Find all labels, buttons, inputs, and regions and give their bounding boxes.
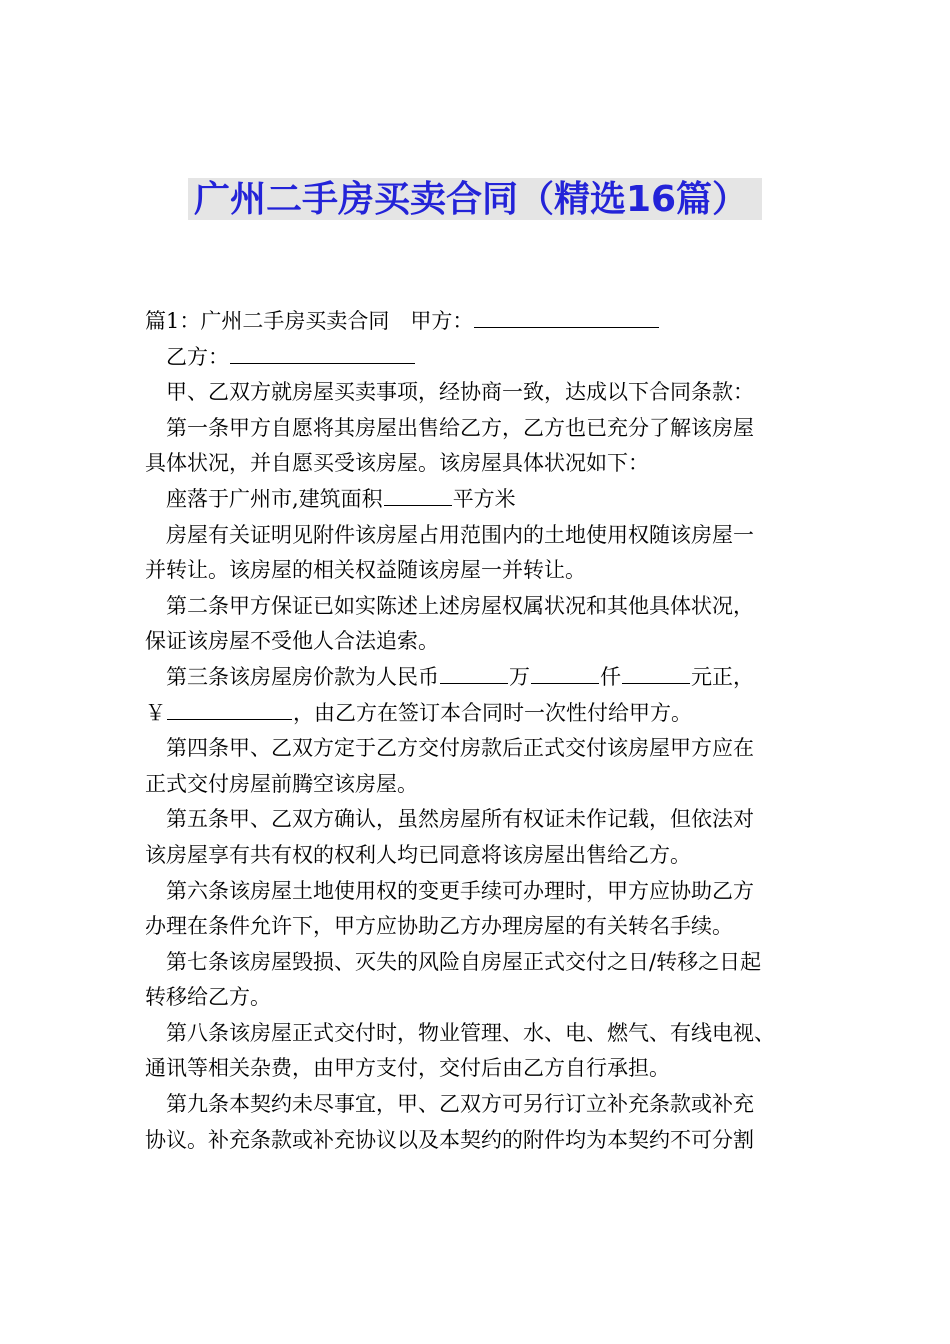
paragraph-line: 办理在条件允许下，甲方应协助乙方办理房屋的有关转名手续。	[145, 914, 733, 939]
paragraph-line: 转移给乙方。	[145, 985, 271, 1010]
price-yuan-unit: 元正，	[691, 664, 754, 689]
paragraph-line: 第五条甲、乙双方确认，虽然房屋所有权证未作记载，但依法对	[166, 807, 754, 832]
party-b-label: 乙方：	[166, 344, 229, 369]
party-b-blank	[230, 341, 415, 364]
area-label: 座落于广州市,建筑面积	[166, 486, 383, 511]
paragraph-line: 该房屋享有共有权的权利人均已同意将该房屋出售给乙方。	[145, 842, 691, 867]
price-qian-blank	[531, 661, 599, 684]
yen-text: ，由乙方在签订本合同时一次性付给甲方。	[293, 700, 692, 725]
title-container	[0, 178, 950, 220]
paragraph-line: 正式交付房屋前腾空该房屋。	[145, 771, 418, 796]
chapter-heading: 篇1：广州二手房买卖合同 甲方：	[145, 309, 474, 333]
paragraph-line: 第八条该房屋正式交付时，物业管理、水、电、燃气、有线电视、	[166, 1020, 775, 1045]
yen-blank	[167, 697, 292, 720]
price-yuan-blank	[622, 661, 690, 684]
contract-body	[145, 304, 835, 1158]
paragraph-line: 并转让。该房屋的相关权益随该房屋一并转让。	[145, 558, 586, 583]
price-line	[145, 660, 835, 696]
paragraph-line: 第九条本契约未尽事宜，甲、乙双方可另行订立补充条款或补充	[166, 1092, 754, 1117]
paragraph-line: 第四条甲、乙双方定于乙方交付房款后正式交付该房屋甲方应在	[166, 736, 754, 761]
party-a-blank	[474, 305, 659, 328]
paragraph-line: 第六条该房屋土地使用权的变更手续可办理时，甲方应协助乙方	[166, 878, 754, 903]
chapter-heading-line	[145, 304, 835, 340]
price-label: 第三条该房屋房价款为人民币	[166, 664, 439, 689]
yen-symbol: ￥	[145, 700, 166, 725]
paragraph-line: 第二条甲方保证已如实陈述上述房屋权属状况和其他具体状况，	[166, 593, 754, 618]
price-wan-unit: 万	[509, 664, 530, 689]
paragraph-line: 第七条该房屋毁损、灭失的风险自房屋正式交付之日/转移之日起	[166, 949, 762, 974]
paragraph-line: 甲、乙双方就房屋买卖事项，经协商一致，达成以下合同条款：	[166, 380, 754, 405]
yen-line	[145, 696, 835, 732]
paragraph-line: 保证该房屋不受他人合法追索。	[145, 629, 439, 654]
price-wan-blank	[440, 661, 508, 684]
paragraph-line: 具体状况，并自愿买受该房屋。该房屋具体状况如下：	[145, 451, 649, 476]
area-unit: 平方米	[452, 486, 516, 511]
party-b-line	[145, 340, 835, 376]
document-title: 广州二手房买卖合同（精选16篇）	[188, 178, 762, 220]
paragraph-line: 房屋有关证明见附件该房屋占用范围内的土地使用权随该房屋一	[166, 522, 754, 547]
area-blank	[384, 483, 452, 506]
price-qian-unit: 仟	[600, 664, 621, 689]
paragraph-line: 通讯等相关杂费，由甲方支付，交付后由乙方自行承担。	[145, 1056, 670, 1081]
area-line	[145, 482, 835, 518]
paragraph-line: 第一条甲方自愿将其房屋出售给乙方，乙方也已充分了解该房屋	[166, 415, 754, 440]
paragraph-line: 协议。补充条款或补充协议以及本契约的附件均为本契约不可分割	[145, 1127, 754, 1152]
